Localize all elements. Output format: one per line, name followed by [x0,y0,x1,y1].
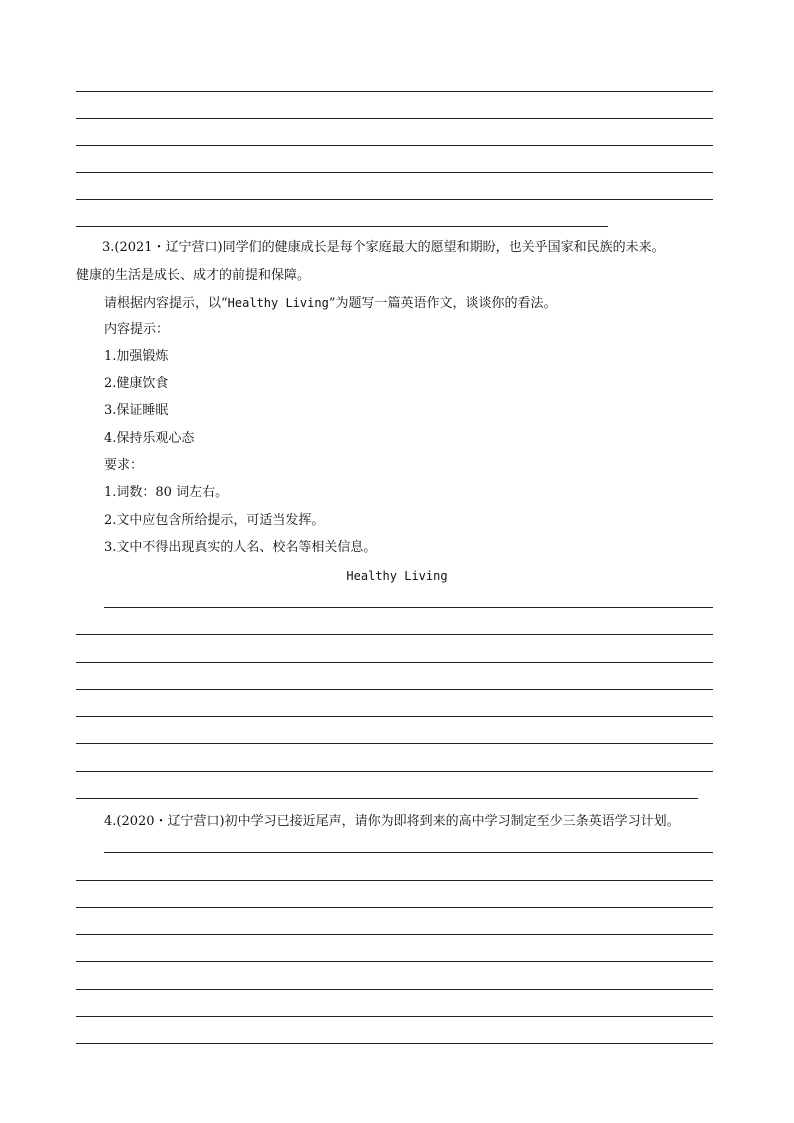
answer-line [76,743,713,744]
q3-number: 3. [102,240,115,255]
answer-line [76,716,713,717]
q3-hint: 3.保证睡眠 [104,403,169,418]
answer-line [76,880,713,881]
q3-stem-line2: 健康的生活是成长、成才的前提和保障。 [76,268,311,283]
answer-line [76,689,713,690]
q3-instruction-title: Healthy Living [227,296,329,310]
q4-number: 4. [104,814,117,829]
answer-line [104,852,713,853]
q3-requirement: 2.文中应包含所给提示，可适当发挥。 [104,513,325,528]
answer-line [76,798,698,799]
answer-line [76,634,713,635]
q3-hint: 4.保持乐观心态 [104,431,195,446]
answer-line [76,771,713,772]
answer-line [76,145,713,146]
q3-essay-title: Healthy Living [346,569,448,583]
q3-hint: 1.加强锻炼 [104,349,169,364]
q3-requirement: 1.词数：80 词左右。 [104,485,229,500]
q3-hints-title: 内容提示： [104,322,170,337]
answer-line [76,91,713,92]
answer-line [76,662,713,663]
answer-line [76,1016,713,1017]
q3-source: (2021・辽宁营口) [114,240,223,255]
answer-line [76,199,713,200]
q3-stem: 同学们的健康成长是每个家庭最大的愿望和期盼，也关乎国家和民族的未来。 [222,240,665,255]
q3-requirements-title: 要求： [104,458,144,473]
answer-line [76,961,713,962]
answer-line [76,989,713,990]
answer-line [76,172,713,173]
answer-line [76,1043,713,1044]
answer-line [104,607,713,608]
q3-requirement: 3.文中不得出现真实的人名、校名等相关信息。 [104,540,377,555]
q4-source: (2020・辽宁营口) [116,814,225,829]
answer-line [76,907,713,908]
q3-hint: 2.健康饮食 [104,376,169,391]
answer-line [76,934,713,935]
answer-line [76,226,608,227]
q4-stem: 4.(2020・辽宁营口)初中学习已接近尾声，请你为即将到来的高中学习制定至少三条英语学习计划。 [104,814,680,829]
q3-instruction: 请根据内容提示，以“Healthy Living”为题写一篇英语作文，谈谈你的看法。 [104,296,557,311]
q3-stem-line1 [102,238,665,258]
answer-line [76,118,713,119]
